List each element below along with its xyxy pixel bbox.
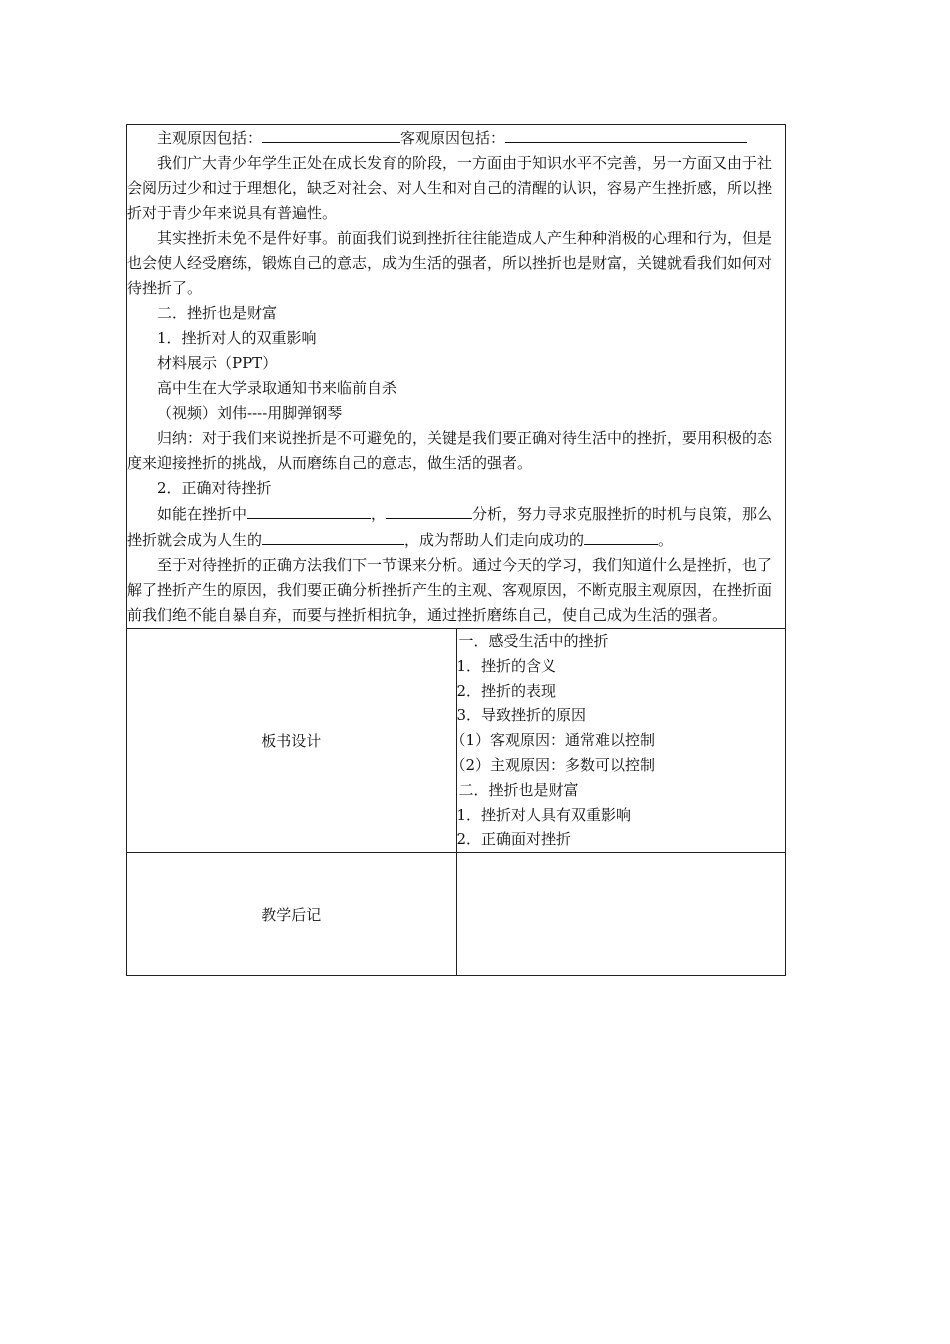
teaching-notes-content	[456, 853, 786, 976]
board-line: 3．导致挫折的原因	[456, 706, 587, 725]
objective-causes-label: 客观原因包括：	[400, 129, 506, 147]
section-heading-2: 二．挫折也是财富	[157, 304, 278, 322]
board-design-content	[450, 629, 786, 853]
causes-line	[127, 125, 785, 151]
board-design-label: 板书设计	[127, 629, 457, 853]
board-line: 1．挫折的含义	[456, 656, 557, 675]
fill-blank-4	[584, 527, 658, 545]
case-two: （视频）刘伟----用脚弹钢琴	[157, 404, 343, 422]
main-content-cell	[127, 125, 786, 629]
board-line: 一．感受生活中的挫折	[458, 632, 609, 650]
fill-blank-1	[247, 501, 371, 519]
subheading-dual-impact: 1．挫折对人的双重影响	[157, 329, 317, 347]
case-one: 高中生在大学录取通知书来临前自杀	[157, 379, 398, 397]
fill-text-a: 如能在挫折中	[157, 505, 248, 523]
closing-paragraph: 至于对待挫折的正确方法我们下一节课来分析。通过今天的学习，我们知道什么是挫折，也了解了挫折产生的原因，我们要正确分析挫折产生的主观、客观原因，不断克服主观原因，在挫折面前我们绝不能自暴自弃，而要与挫折相抗争，通过挫折磨练自己，使自己成为生活的强者。	[127, 556, 773, 624]
material-display: 材料展示（PPT）	[157, 354, 278, 372]
board-line: 二．挫折也是财富	[458, 780, 579, 799]
teaching-notes-row	[127, 853, 786, 976]
fill-blank-2	[386, 501, 472, 519]
board-line: 2．正确面对挫折	[456, 830, 572, 849]
board-design-row	[127, 629, 786, 853]
subjective-causes-label: 主观原因包括：	[157, 129, 263, 147]
fill-text-e: 。	[658, 531, 674, 549]
lesson-plan-table	[126, 124, 786, 976]
fill-text-d: ，成为帮助人们走向成功的	[404, 531, 585, 549]
teaching-notes-label: 教学后记	[127, 853, 457, 976]
main-content-row	[127, 125, 786, 629]
board-line: （1）客观原因：通常难以控制	[450, 731, 656, 750]
paragraph-frustration-good: 其实挫折未免不是件好事。前面我们说到挫折往往能造成人产生种种消极的心理和行为，但是也会使人经受磨练，锻炼自己的意志，成为生活的强者，所以挫折也是财富，关键就看我们如何对待挫折了。	[127, 229, 773, 297]
subheading-correct-treatment: 2．正确对待挫折	[157, 479, 272, 497]
fill-text-b: ，	[371, 505, 387, 523]
fill-in-paragraph	[127, 501, 785, 553]
objective-causes-blank	[505, 125, 747, 143]
paragraph-youth: 我们广大青少年学生正处在成长发育的阶段，一方面由于知识水平不完善，另一方面又由于社会阅历过少和过于理想化，缺乏对社会、对人生和对自己的清醒的认识，容易产生挫折感，所以挫折对于青少年来说具有普遍性。	[127, 154, 773, 222]
subjective-causes-blank	[262, 125, 400, 143]
fill-text-c: 分析，努力寻求克服挫折的时机与良策，那么挫折就会成为人生的	[127, 505, 773, 549]
summary-paragraph: 归纳：对于我们来说挫折是不可避免的，关键是我们要正确对待生活中的挫折，要用积极的态度来迎接挫折的挑战，从而磨练自己的意志，做生活的强者。	[127, 429, 773, 472]
fill-blank-3	[262, 527, 404, 545]
board-line: 1．挫折对人具有双重影响	[456, 805, 632, 824]
board-line: （2）主观原因：多数可以控制	[450, 755, 656, 774]
board-line: 2．挫折的表现	[456, 681, 557, 700]
